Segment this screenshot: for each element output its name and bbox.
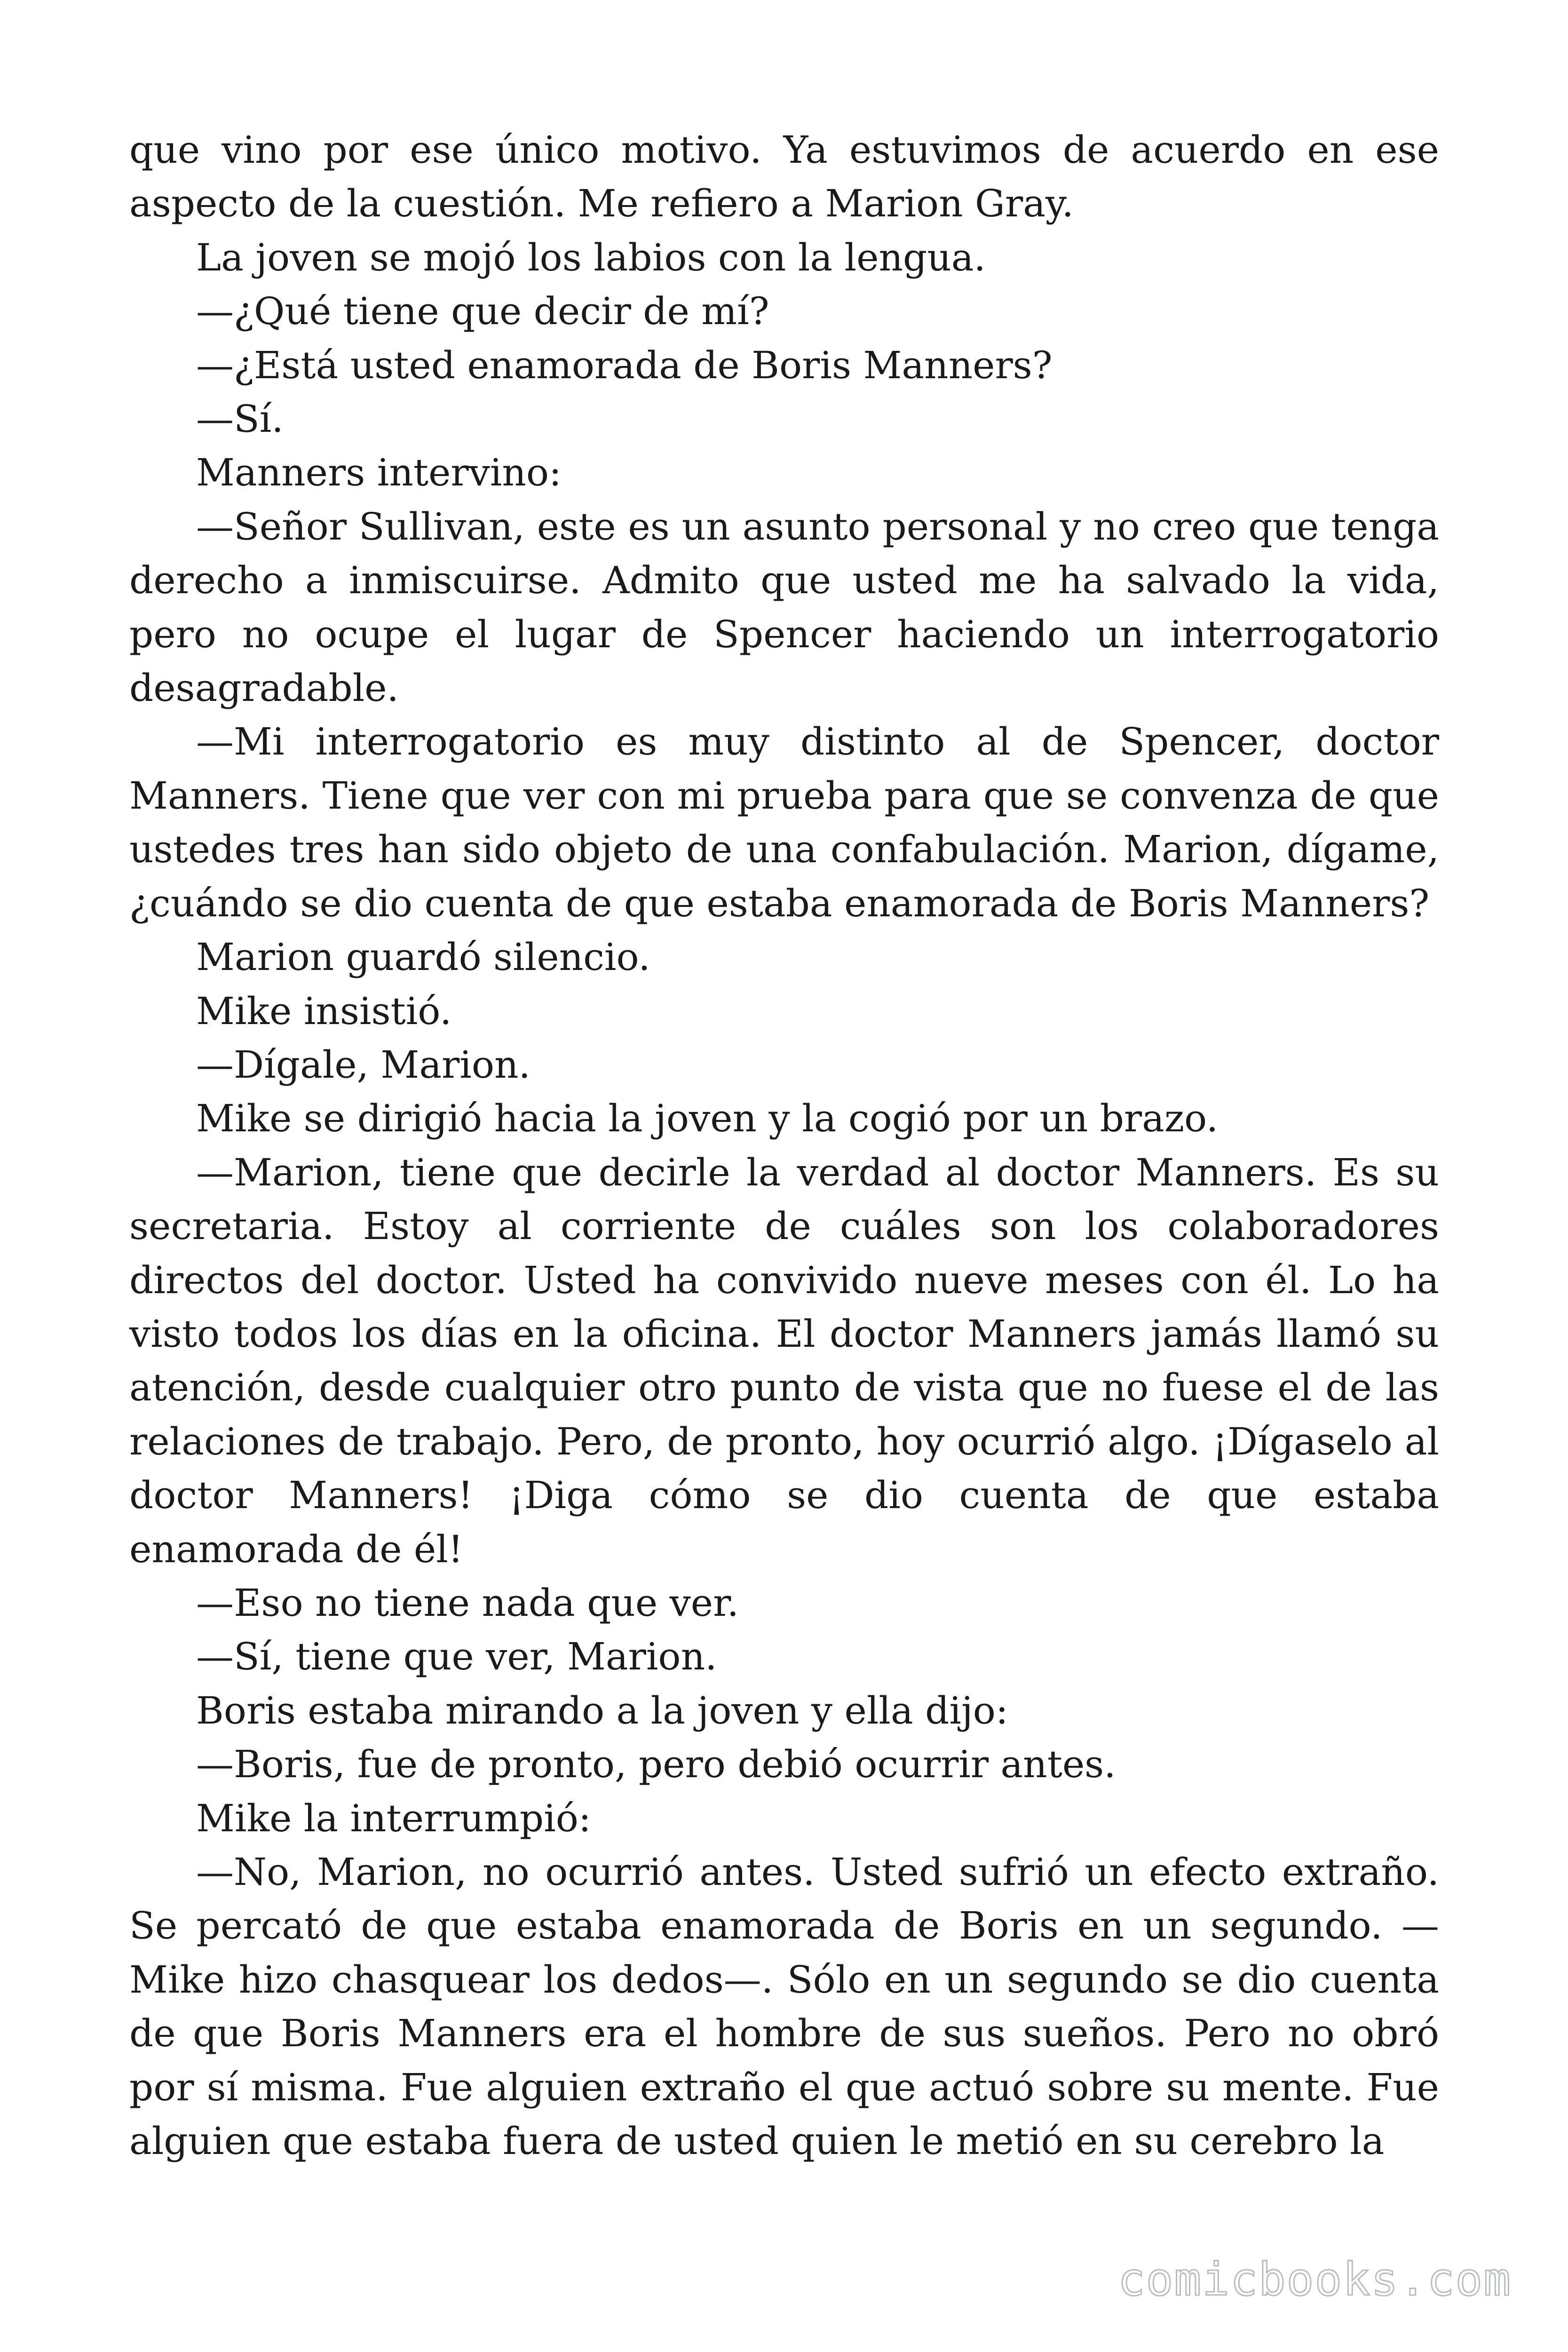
paragraph-continuation: que vino por ese único motivo. Ya estuvimos de acuerdo en ese aspecto de la cuestión. Me refiero a Marion Gray. (129, 128, 1439, 226)
dialogue-line: —¿Está usted enamorada de Boris Manners? (196, 343, 1053, 387)
dialogue-line: —Sí, tiene que ver, Marion. (196, 1635, 717, 1679)
dialogue-line: —¿Qué tiene que decir de mí? (196, 289, 769, 334)
paragraph: Mike se dirigió hacia la joven y la cogió por un brazo. (196, 1097, 1219, 1141)
paragraph: Manners intervino: (196, 451, 562, 495)
body-text (129, 123, 1439, 2168)
paragraph: Marion guardó silencio. (196, 935, 650, 979)
paragraph: La joven se mojó los labios con la lengua. (196, 235, 986, 279)
dialogue-line: —Dígale, Marion. (196, 1042, 531, 1087)
dialogue-line: —Señor Sullivan, este es un asunto personal y no creo que tenga derecho a inmiscuirse. Admito que usted me ha salvado la vida, pero no ocupe el lugar de Spencer haciendo un interrogatorio desagradable. (129, 504, 1439, 710)
dialogue-line: —No, Marion, no ocurrió antes. Usted sufrió un efecto extraño. Se percató de que estaba enamorada de Boris en un segundo. —Mike hizo chasquear los dedos—. Sólo en un segundo se dio cuenta de que Boris Manners era el hombre de sus sueños. Pero no obró por sí misma. Fue alguien extraño el que actuó sobre su mente. Fue alguien que estaba fuera de usted quien le metió en su cerebro la (129, 1850, 1439, 2163)
paragraph: Boris estaba mirando a la joven y ella dijo: (196, 1688, 1008, 1732)
dialogue-line: —Mi interrogatorio es muy distinto al de Spencer, doctor Manners. Tiene que ver con mi prueba para que se convenza de que ustedes tres han sido objeto de una confabulación. Marion, dígame, ¿cuándo se dio cuenta de que estaba enamorada de Boris Manners? (129, 720, 1439, 925)
watermark: comicbooks.com (1117, 2253, 1512, 2306)
paragraph: Mike insistió. (196, 989, 452, 1033)
dialogue-line: —Sí. (196, 397, 284, 441)
dialogue-line: —Marion, tiene que decirle la verdad al doctor Manners. Es su secretaria. Estoy al corriente de cuáles son los colaboradores directos del doctor. Usted ha convivido nueve meses con él. Lo ha visto todos los días en la oficina. El doctor Manners jamás llamó su atención, desde cualquier otro punto de vista que no fuese el de las relaciones de trabajo. Pero, de pronto, hoy ocurrió algo. ¡Dígaselo al doctor Manners! ¡Diga cómo se dio cuenta de que estaba enamorada de él! (129, 1150, 1439, 1571)
dialogue-line: —Boris, fue de pronto, pero debió ocurrir antes. (196, 1742, 1116, 1787)
paragraph: Mike la interrumpió: (196, 1796, 591, 1840)
dialogue-line: —Eso no tiene nada que ver. (196, 1581, 739, 1625)
